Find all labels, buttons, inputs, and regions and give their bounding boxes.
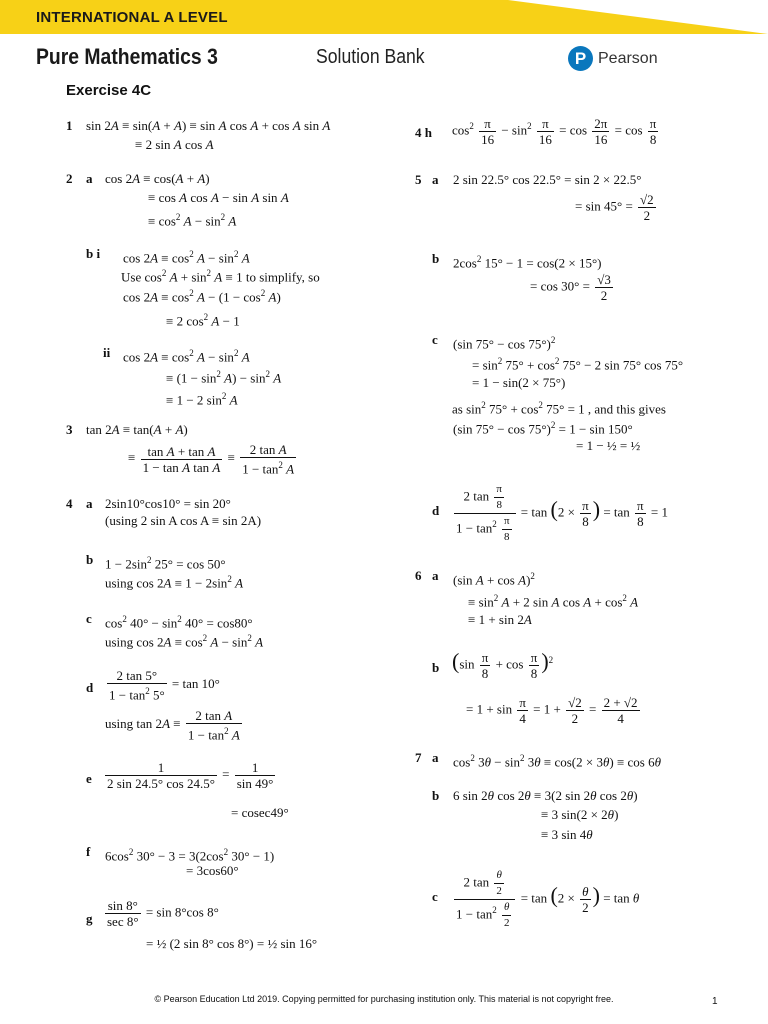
math-line: sin 2A ≡ sin(A + A) ≡ sin A cos A + cos A sin A	[86, 118, 331, 133]
page-subtitle: Solution Bank	[316, 46, 425, 68]
math-line: $\frac{1}{2 \sin 24.5^\circ \cos 24.5^\circ}$ = $\frac{1}{\sin 49^\circ}$	[107, 760, 274, 791]
question-number: 2	[66, 171, 73, 186]
part-label: d	[432, 503, 440, 518]
question-number: 3	[66, 422, 73, 437]
part-label: c	[432, 889, 438, 904]
as-label: as	[452, 401, 463, 417]
to-simplify: to simplify, so	[245, 269, 320, 285]
question-number: 5	[415, 172, 422, 187]
pearson-p-icon: P	[568, 46, 593, 71]
math-line: $\frac{2 \tan 5^\circ}{1 - \tan^2 5^\circ}$ = tan 10°	[109, 668, 220, 703]
math-line: $\cos 2A \equiv \cos^2 A - \sin^2 A$	[123, 249, 250, 266]
math-line: ≡ 2 sin A cos A	[135, 137, 214, 152]
math-line: = sin 45° = $\frac{√2}{2}$	[575, 192, 654, 223]
question-number: 1	[66, 118, 73, 133]
math-line: 2 sin 22.5° cos 22.5° = sin 2 × 22.5°	[453, 172, 642, 187]
using-label: using	[105, 634, 134, 650]
math-line: $\cos 2A \equiv \cos^2 A - (1 - \cos^2 A)$	[123, 288, 281, 305]
math-line: (using 2 sin A cos A ≡ sin 2A)	[105, 513, 262, 528]
math-line: ≡ 1 − 2 $\sin^2 A$	[166, 391, 238, 408]
math-line: $6\cos^2$ $30^\circ - 3 = 3(2\cos^2$ 30° − 1)	[105, 847, 275, 864]
math-line: (sin 75° − cos 75°)$^2$	[453, 335, 556, 352]
part-label: f	[86, 844, 91, 859]
page-title: Pure Mathematics 3	[36, 44, 218, 69]
math-line: ≡ $\cos^2 A - \sin^2 A$	[148, 212, 237, 229]
math-line: ≡ cos A cos A − sin A sin A	[148, 190, 289, 205]
part-label: a	[86, 171, 93, 186]
math-line: ≡ $\sin^2 A + 2$ sin A $\cos A + \cos^2 A$	[468, 593, 639, 610]
math-line: using $\cos 2A \equiv \cos^2 A - \sin^2 A$	[105, 633, 264, 650]
math-line: (sin 75° − cos 75°)$^2$ = 1 − sin 150°	[453, 420, 633, 437]
and-this-gives: , and this gives	[587, 401, 666, 417]
math-line: using $\cos 2A \equiv 1 - 2\sin^2$ A	[105, 574, 244, 591]
header-band-cut	[508, 0, 768, 34]
part-label: b i	[86, 246, 101, 261]
math-line: = 1 + sin $\frac{\pi}{4}$ = 1 + $\frac{√2}{2}$ = $\frac{2 + √2}{4}$	[466, 695, 638, 726]
math-line: $\cos^2$ $\frac{\pi}{16}$ − $\sin^2$ $\frac{\pi}{16}$ = cos $\frac{2\pi}{16}$ = cos $\frac{\pi}{8}$	[452, 116, 657, 147]
part-label: a	[86, 496, 93, 511]
math-line: $\cos^2 3\theta - \sin^2 3\theta \equiv \cos(2 \times 3\theta) \equiv \cos 6\theta$	[453, 753, 661, 770]
math-line: ≡ 3 sin 4θ	[541, 827, 593, 842]
math-line: tan 2A ≡ tan(A + A)	[86, 422, 188, 437]
math-line: 2 tan $\frac{\theta}{2}$ $1 - \tan^2$ $\frac{\theta}{2}$ = tan (2 × $\frac{\theta}{2}$ ) = tan θ	[456, 869, 640, 929]
math-line: = 3cos60°	[186, 863, 239, 878]
part-label: e	[86, 771, 92, 786]
math-line: sin 8° sec 8° = sin 8°cos 8°	[107, 898, 219, 929]
question-number: 4 h	[415, 125, 432, 140]
part-label: c	[432, 332, 438, 347]
copyright-footer: © Pearson Education Ltd 2019. Copying permitted for purchasing institution only. This material is not copyright free.	[154, 994, 614, 1004]
part-label: a	[432, 568, 439, 583]
math-line: = 1 − ½ = ½	[576, 438, 641, 453]
math-line: ≡ $(1 - \sin^2 A) - \sin^2 A$	[166, 369, 282, 386]
header-band-label: INTERNATIONAL A LEVEL	[36, 9, 228, 26]
math-line: 2sin10°cos10° = sin 20°	[105, 496, 231, 511]
part-label: b	[432, 251, 440, 266]
math-line: ≡ $\frac{\text{tan A + tan A}}{\text{1 − tan A tan A}}$ ≡ $\frac{\text{2 tan A}}{1 - \tan^2 A}$	[128, 442, 295, 477]
math-line: ≡ 2 $\cos^2 A - 1$	[166, 312, 240, 329]
math-line: 2 tan $\frac{\pi}{8}$ $1 - \tan^2$ $\frac{\pi}{8}$ = tan (2 × $\frac{\pi}{8}$ ) = tan $\frac{\pi}{8}$ = 1	[456, 483, 668, 543]
part-label: d	[86, 680, 94, 695]
math-line: = 1 − sin(2 × 75°)	[472, 375, 566, 390]
part-label: ii	[103, 345, 111, 360]
question-number: 6	[415, 568, 422, 583]
math-line: = cos 30° = $\frac{√3}{2}$	[530, 272, 611, 303]
math-line: 6 sin 2θ cos 2θ ≡ 3(2 sin 2θ cos 2θ)	[453, 788, 638, 803]
question-number: 7	[415, 750, 422, 765]
math-line: $\cos^2 40^\circ - \sin^2 40^\circ = \cos 80^\circ$	[105, 614, 253, 631]
math-line: cos 2A ≡ cos(A + A)	[105, 171, 210, 186]
math-line: using tan 2A ≡ $\frac{\text{2 tan A}}{1 - \tan^2 A}$	[105, 708, 240, 743]
part-label: b	[432, 660, 440, 675]
part-label: a	[432, 172, 439, 187]
math-line: ≡ 1 + sin 2A	[468, 612, 532, 627]
part-label: b	[432, 788, 440, 803]
math-line: $2\cos^2$ 15° − 1 = cos(2 × 15°)	[453, 254, 602, 271]
using-label: using	[105, 575, 134, 591]
part-label: b	[86, 552, 94, 567]
math-line: = $\sin^2 75^\circ + \cos^2 75^\circ - 2$ sin 75° cos 75°	[472, 356, 684, 373]
math-line: ≡ 3 sin(2 × 2θ)	[541, 807, 619, 822]
question-number: 4	[66, 496, 73, 511]
math-line: as $\sin^2 75^\circ + \cos^2 75^\circ = 1$ , and this gives	[452, 400, 666, 417]
math-line: Use $\cos^2 A + \sin^2 A \equiv 1$ to simplify, so	[121, 268, 320, 285]
use-prefix: Use	[121, 269, 142, 285]
part-label: g	[86, 911, 93, 926]
exercise-title: Exercise 4C	[66, 82, 152, 99]
part-label: c	[86, 611, 92, 626]
using-label: using	[105, 716, 134, 732]
page-number: 1	[712, 996, 718, 1007]
math-line: $1 - 2\sin^2$ 25° = cos 50°	[105, 555, 226, 572]
math-line: = cosec49°	[231, 805, 289, 820]
math-line: $\cos 2A \equiv \cos^2 A - \sin^2 A$	[123, 348, 250, 365]
pearson-wordmark: Pearson	[598, 49, 658, 67]
math-line: (sin A + cos A)$^2$	[453, 571, 535, 588]
math-line: (sin $\frac{\pi}{8}$ + cos $\frac{\pi}{8}$ )$^2$	[452, 648, 554, 681]
part-label: a	[432, 750, 439, 765]
pearson-logo	[568, 46, 658, 71]
math-line: = ½ (2 sin 8° cos 8°) = ½ sin 16°	[146, 936, 318, 951]
